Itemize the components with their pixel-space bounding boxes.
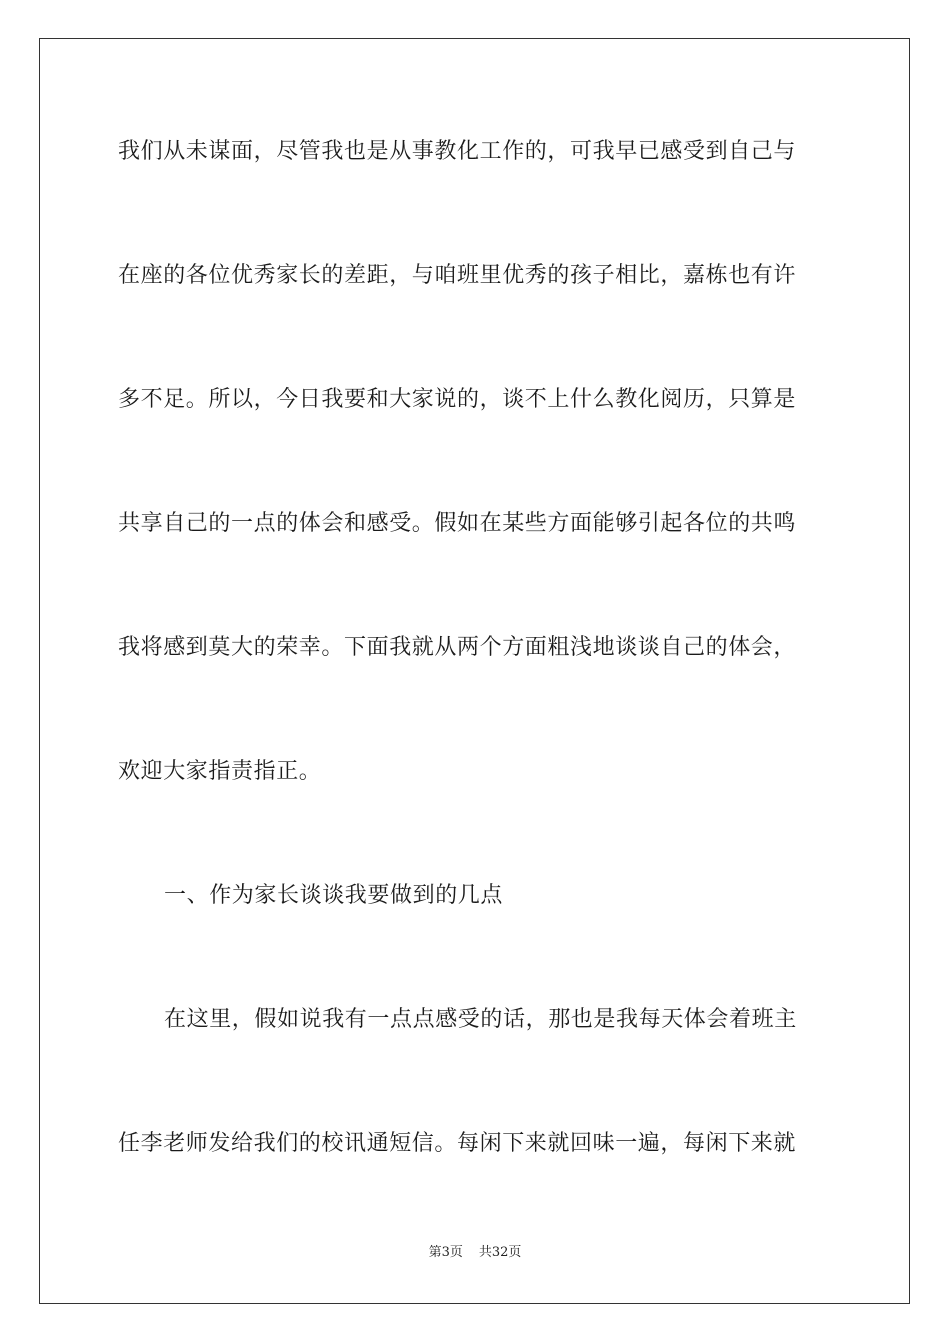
total-pages: 共32页 [478, 1245, 522, 1260]
page-frame [39, 38, 910, 1304]
paragraph-line: 在座的各位优秀家长的差距，与咱班里优秀的孩子相比，嘉栋也有许 [118, 263, 797, 288]
paragraph-line: 欢迎大家指责指正。 [118, 759, 322, 784]
paragraph-line: 共享自己的一点的体会和感受。假如在某些方面能够引起各位的共鸣 [118, 511, 797, 536]
page-number: 第3页 [428, 1245, 463, 1260]
paragraph-line: 在这里，假如说我有一点点感受的话，那也是我每天体会着班主 [164, 1007, 797, 1032]
paragraph-line: 我将感到莫大的荣幸。下面我就从两个方面粗浅地谈谈自己的体会， [118, 635, 797, 660]
paragraph-line: 多不足。所以，今日我要和大家说的，谈不上什么教化阅历，只算是 [118, 387, 797, 412]
section-heading: 一、作为家长谈谈我要做到的几点 [164, 883, 504, 908]
paragraph-line: 任李老师发给我们的校讯通短信。每闲下来就回味一遍，每闲下来就 [118, 1131, 797, 1156]
paragraph-line: 我们从未谋面，尽管我也是从事教化工作的，可我早已感受到自己与 [118, 139, 797, 164]
page-footer [0, 1244, 950, 1262]
